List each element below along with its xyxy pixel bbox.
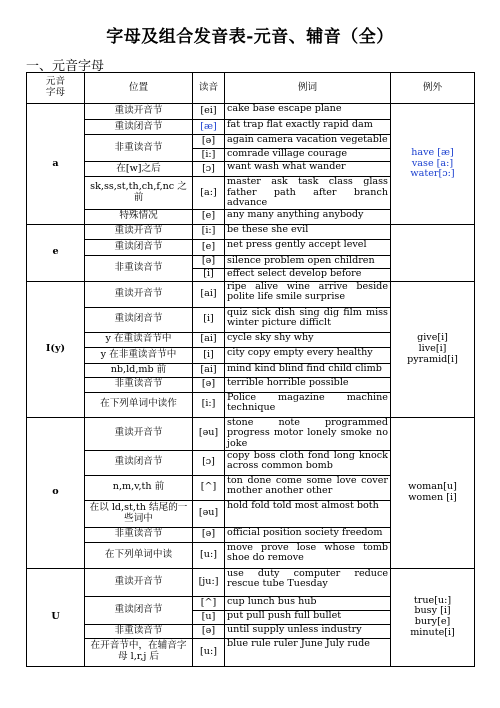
examples-cell: blue rule ruler June July rude — [225, 638, 391, 666]
table-body — [27, 104, 475, 667]
examples-cell: ton done come some love cover mother another other — [225, 475, 391, 500]
examples-cell: comrade village courage — [225, 149, 391, 162]
table-header-row — [27, 73, 475, 104]
examples-cell: master ask task class glass father path after branch advance — [225, 177, 391, 210]
exceptions-cell — [391, 568, 475, 666]
position-cell: 重读闭音节 — [85, 307, 193, 332]
table-row — [27, 224, 475, 239]
vowel-table — [26, 72, 475, 667]
examples-cell: cup lunch bus hub — [225, 596, 391, 610]
position-cell: 重读开音节 — [85, 224, 193, 239]
examples-cell: copy boss cloth fond long knock across common bomb — [225, 450, 391, 475]
examples-cell: cake base escape plane — [225, 104, 391, 120]
examples-cell: use duty computer reduce rescue tube Tuesday — [225, 568, 391, 596]
position-cell: 非重读音节 — [85, 624, 193, 638]
examples-cell: again camera vacation vegetable — [225, 135, 391, 149]
position-cell: nb,ld,mb 前 — [85, 363, 193, 377]
position-cell: 非重读音节 — [85, 135, 193, 162]
examples-cell: stone note programmed progress motor lonely smoke no joke — [225, 417, 391, 450]
position-cell: 在以 ld,st,th 结尾的一些词中 — [85, 500, 193, 527]
sound-cell: [e] — [193, 239, 225, 255]
header-sound: 读音 — [193, 73, 225, 104]
sound-cell: [ei] — [193, 104, 225, 120]
position-cell: 重读闭音节 — [85, 450, 193, 475]
vowel-letter: o — [27, 417, 85, 568]
sound-cell: [ə] — [193, 624, 225, 638]
exceptions-cell — [391, 104, 475, 225]
examples-cell: quiz sick dish sing dig film miss winter picture difficlt — [225, 307, 391, 332]
exception-item: give[i] — [417, 332, 448, 344]
table-row — [27, 104, 475, 120]
sound-cell: [i] — [193, 307, 225, 332]
position-cell: 重读开音节 — [85, 417, 193, 450]
examples-cell: any many anything anybody — [225, 209, 391, 224]
exception-item: true[u:] — [413, 594, 452, 606]
examples-cell: silence problem open children — [225, 255, 391, 268]
exceptions-cell — [391, 281, 475, 417]
table-row — [27, 281, 475, 307]
exception-item: woman[u] — [408, 481, 457, 493]
exception-item: pyramid[i] — [407, 353, 458, 365]
vowel-letter: a — [27, 104, 85, 225]
position-cell: 在[w]之后 — [85, 162, 193, 177]
sound-cell: [^] — [193, 596, 225, 610]
header-letter — [27, 73, 85, 104]
examples-cell: official position society freedom — [225, 527, 391, 542]
table-row — [27, 568, 475, 596]
sound-cell: [^] — [193, 475, 225, 500]
header-letter-text: 元音 字母 — [45, 76, 66, 98]
position-cell: 在下列单词中读 — [85, 542, 193, 568]
sound-cell: [i:] — [193, 392, 225, 417]
header-exceptions: 例外 — [391, 73, 475, 104]
sound-cell: [ɔ] — [193, 450, 225, 475]
examples-cell: want wash what wander — [225, 162, 391, 177]
vowel-letter: U — [27, 568, 85, 666]
exception-item: minute[i] — [410, 626, 455, 638]
examples-cell: until supply unless industry — [225, 624, 391, 638]
sound-cell: [ə] — [193, 135, 225, 149]
examples-cell: move prove lose whose tomb shoe do remove — [225, 542, 391, 568]
position-cell: n,m,v,th 前 — [85, 475, 193, 500]
position-cell: 非重读音节 — [85, 255, 193, 281]
position-cell: 重读闭音节 — [85, 239, 193, 255]
page-title: 字母及组合发音表-元音、辅音（全） — [106, 27, 394, 47]
sound-cell: [u] — [193, 610, 225, 624]
header-position: 位置 — [85, 73, 193, 104]
exception-item: women [i] — [408, 491, 457, 503]
examples-cell: cycle sky shy why — [225, 332, 391, 347]
sound-cell: [əu] — [193, 500, 225, 527]
position-cell: 非重读音节 — [85, 527, 193, 542]
section-title: 一、元音字母 — [26, 59, 105, 74]
table-row — [27, 417, 475, 450]
position-cell: 在下列单词中读作 — [85, 392, 193, 417]
position-cell: 重读闭音节 — [85, 120, 193, 135]
sound-cell: [i:] — [193, 224, 225, 239]
sound-cell: [ə] — [193, 527, 225, 542]
examples-cell: mind kind blind find child climb — [225, 363, 391, 377]
sound-cell: [ɔ] — [193, 162, 225, 177]
examples-cell: city copy empty every healthy — [225, 347, 391, 363]
exception-item: bury[e] — [414, 616, 451, 628]
sound-cell: [e] — [193, 209, 225, 224]
sound-cell: [ju:] — [193, 568, 225, 596]
position-cell: 非重读音节 — [85, 377, 193, 392]
position-cell: 重读开音节 — [85, 568, 193, 596]
sound-cell: [u:] — [193, 542, 225, 568]
sound-cell: [æ] — [193, 120, 225, 135]
sound-cell: [ə] — [193, 255, 225, 268]
examples-cell: terrible horrible possible — [225, 377, 391, 392]
position-cell: sk,ss,st,th,ch,f,nc 之前 — [85, 177, 193, 210]
examples-cell: Police magazine machine technique — [225, 392, 391, 417]
examples-cell: ripe alive wine arrive beside polite life smile surprise — [225, 281, 391, 307]
exceptions-cell — [391, 224, 475, 281]
examples-cell: hold fold told most almost both — [225, 500, 391, 527]
position-cell: 重读闭音节 — [85, 596, 193, 624]
sound-cell: [ai] — [193, 332, 225, 347]
position-cell: y 在非重读音节中 — [85, 347, 193, 363]
sound-cell: [i] — [193, 347, 225, 363]
exception-item: busy [i] — [414, 605, 451, 617]
position-cell: y 在重读音节中 — [85, 332, 193, 347]
exception-item: have [æ] — [411, 147, 454, 158]
position-cell: 在开音节中，在辅音字母 l,r,j 后 — [85, 638, 193, 666]
sound-cell: [i] — [193, 268, 225, 281]
examples-cell: net press gently accept level — [225, 239, 391, 255]
vowel-letter: e — [27, 224, 85, 281]
sound-cell: [i:] — [193, 149, 225, 162]
sound-cell: [u:] — [193, 638, 225, 666]
sound-cell: [əu] — [193, 417, 225, 450]
examples-cell: fat trap flat exactly rapid dam — [225, 120, 391, 135]
sound-cell: [ə] — [193, 377, 225, 392]
sound-cell: [ai] — [193, 281, 225, 307]
examples-cell: effect select develop before — [225, 268, 391, 281]
header-examples: 例词 — [225, 73, 391, 104]
exception-item: vase [a:] — [411, 157, 454, 169]
exception-item: live[i] — [418, 342, 447, 354]
sound-cell: [a:] — [193, 177, 225, 210]
examples-cell: be these she evil — [225, 224, 391, 239]
sound-cell: [ai] — [193, 363, 225, 377]
exception-item: water[ɔ:] — [410, 168, 455, 180]
vowel-letter: I(y) — [27, 281, 85, 417]
position-cell: 重读开音节 — [85, 281, 193, 307]
examples-cell: put pull push full bullet — [225, 610, 391, 624]
exceptions-cell — [391, 417, 475, 568]
position-cell: 重读开音节 — [85, 104, 193, 120]
position-cell: 特殊情况 — [85, 209, 193, 224]
